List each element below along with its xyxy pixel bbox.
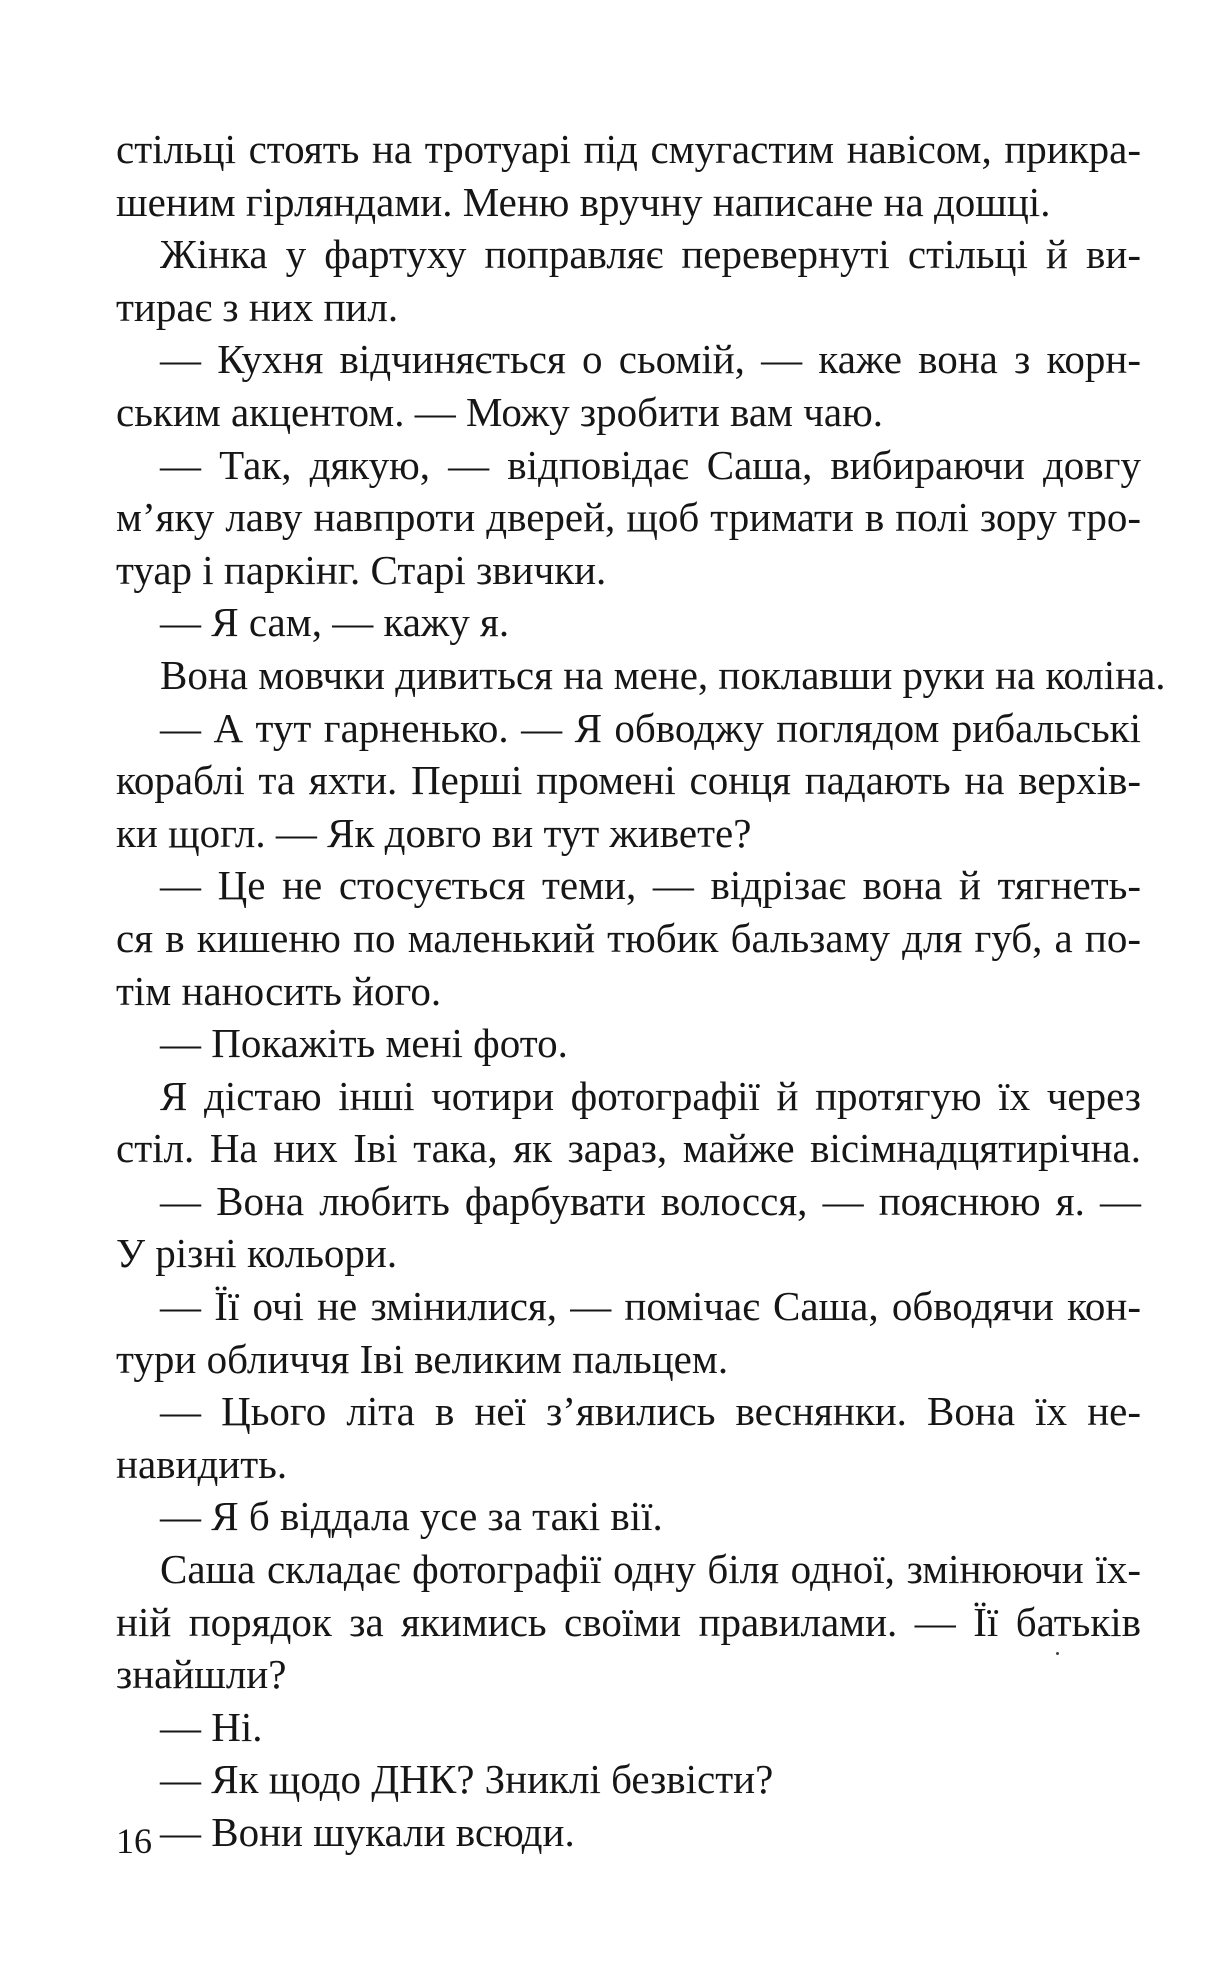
text-line: — Її очі не змінилися, — помічає Саша, обводячи кон- xyxy=(160,1283,1141,1330)
text-line: ся в кишеню по маленький тюбик бальзаму для губ, а по- xyxy=(116,914,1141,961)
print-speck xyxy=(1056,1652,1059,1655)
text-line: ським акцентом. — Можу зробити вам чаю. xyxy=(116,388,883,435)
text-line: — Ні. xyxy=(160,1703,263,1750)
text-line: туар і паркінг. Старі звички. xyxy=(116,546,607,593)
text-line: знайшли? xyxy=(116,1651,287,1698)
text-line: У різні кольори. xyxy=(116,1230,398,1277)
text-line: Саша складає фотографії одну біля одної, змінюючи їх- xyxy=(160,1546,1141,1593)
text-line: — Так, дякую, — відповідає Саша, вибираючи довгу xyxy=(160,441,1141,488)
text-line: навидить. xyxy=(116,1440,288,1487)
text-line: тирає з них пил. xyxy=(116,283,399,330)
text-line: стільці стоять на тротуарі під смугастим навісом, прикра- xyxy=(116,126,1141,172)
text-line: — Я б віддала усе за такі вії. xyxy=(160,1493,663,1540)
text-line: Я дістаю інші чотири фотографії й протягую їх через xyxy=(160,1072,1141,1119)
page-number: 16 xyxy=(116,1821,152,1861)
text-line: ній порядок за якимись своїми правилами. — Її батьків xyxy=(116,1598,1141,1645)
text-line: — Кухня відчиняється о сьомій, — каже вона з корн- xyxy=(160,336,1141,383)
text-line: Вона мовчки дивиться на мене, поклавши руки на коліна. xyxy=(160,651,1166,698)
text-line: кораблі та яхти. Перші промені сонця падають на верхів- xyxy=(116,757,1141,804)
text-line: стіл. На них Іві така, як зараз, майже вісімнадцятирічна. xyxy=(116,1125,1141,1172)
text-line: шеним гірляндами. Меню вручну написане на дошці. xyxy=(116,178,1051,225)
text-line: — Цього літа в неї з’явились веснянки. Вона їх не- xyxy=(160,1388,1141,1435)
text-line: — А тут гарненько. — Я обводжу поглядом рибальські xyxy=(160,704,1141,751)
text-line: — Це не стосується теми, — відрізає вона й тягнеть- xyxy=(160,862,1141,909)
page-text-block xyxy=(116,123,1166,1859)
text-line: — Я сам, — кажу я. xyxy=(160,599,510,646)
text-line: м’яку лаву навпроти дверей, щоб тримати в полі зору тро- xyxy=(116,494,1141,541)
text-line: тури обличчя Іві великим пальцем. xyxy=(116,1335,729,1382)
text-line: — Вони шукали всюди. xyxy=(160,1809,575,1855)
text-line: — Як щодо ДНК? Зниклі безвісти? xyxy=(160,1756,774,1803)
text-line: — Покажіть мені фото. xyxy=(160,1020,568,1067)
text-line: тім наносить його. xyxy=(116,967,442,1014)
text-line: Жінка у фартуху поправляє перевернуті стільці й ви- xyxy=(160,231,1141,278)
text-line: — Вона любить фарбувати волосся, — пояснюю я. — xyxy=(160,1177,1141,1224)
text-line: ки щогл. — Як довго ви тут живете? xyxy=(116,809,752,856)
